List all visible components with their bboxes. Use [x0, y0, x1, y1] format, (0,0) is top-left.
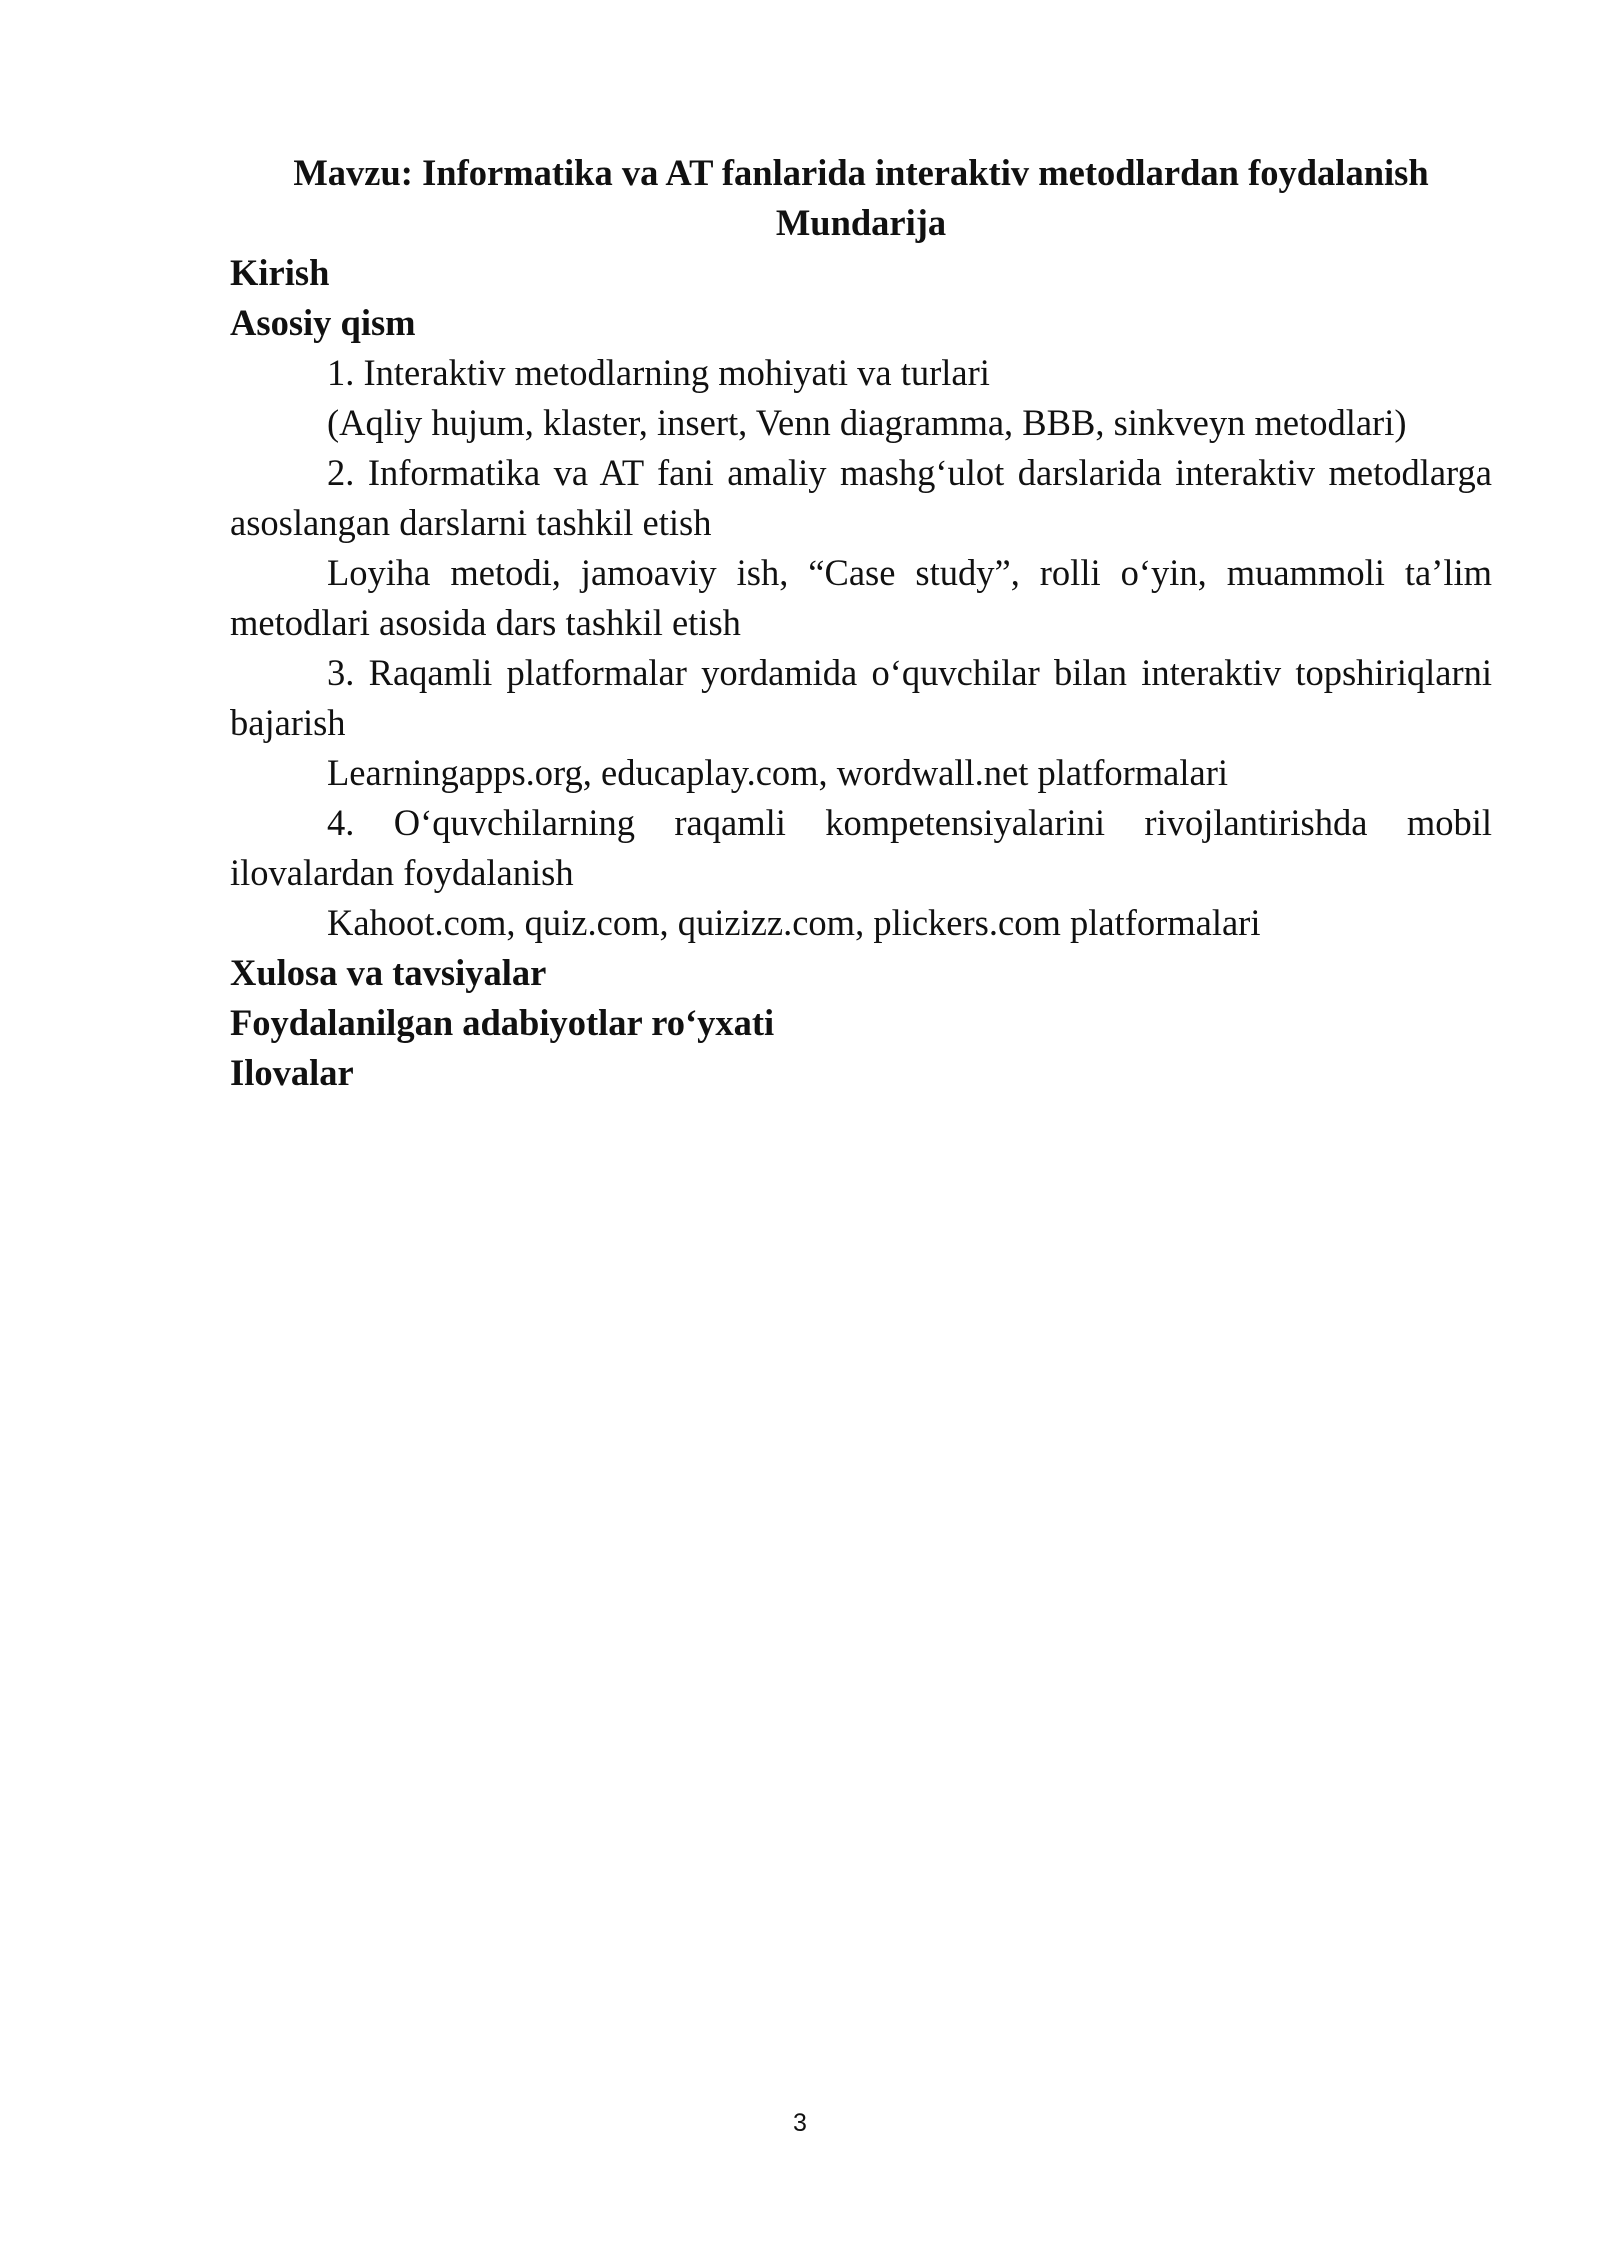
- toc-item4-title-line2: ilovalardan foydalanish: [230, 852, 574, 893]
- toc-item2-title-line1: 2. Informatika va AT fani amaliy mashg‘ulot darslarida interaktiv metodlarga: [327, 452, 1492, 493]
- toc-item4-desc: Kahoot.com, quiz.com, quizizz.com, plickers.com platformalari: [327, 902, 1261, 943]
- toc-appendices: Ilovalar: [230, 1052, 354, 1093]
- toc-item4-title-line1: 4. O‘quvchilarning raqamli kompetensiyalarini rivojlantirishda mobil: [327, 802, 1492, 843]
- document-title: Mavzu: Informatika va AT fanlarida interaktiv metodlardan foydalanish: [293, 152, 1429, 193]
- toc-item2-desc-line2: metodlari asosida dars tashkil etish: [230, 602, 741, 643]
- page-number: 3: [793, 2109, 807, 2137]
- toc-item3-title-line1: 3. Raqamli platformalar yordamida o‘quvchilar bilan interaktiv topshiriqlarni: [327, 652, 1492, 693]
- toc-intro: Kirish: [230, 252, 330, 293]
- toc-main-part: Asosiy qism: [230, 302, 416, 343]
- toc-item1-title: 1. Interaktiv metodlarning mohiyati va turlari: [327, 352, 990, 393]
- document-page: [230, 148, 1492, 1098]
- document-subtitle: Mundarija: [775, 202, 947, 243]
- toc-item3-title-line2: bajarish: [230, 702, 346, 743]
- toc-item2-title-line2: asoslangan darslarni tashkil etish: [230, 502, 712, 543]
- toc-item2-desc-line1: Loyiha metodi, jamoaviy ish, “Case study”, rolli o‘yin, muammoli ta’lim: [327, 552, 1492, 593]
- toc-references: Foydalanilgan adabiyotlar ro‘yxati: [230, 1002, 775, 1043]
- toc-item1-desc: (Aqliy hujum, klaster, insert, Venn diagramma, BBB, sinkveyn metodlari): [327, 402, 1407, 443]
- toc-item3-desc: Learningapps.org, educaplay.com, wordwall.net platformalari: [327, 752, 1229, 793]
- toc-conclusion: Xulosa va tavsiyalar: [230, 952, 547, 993]
